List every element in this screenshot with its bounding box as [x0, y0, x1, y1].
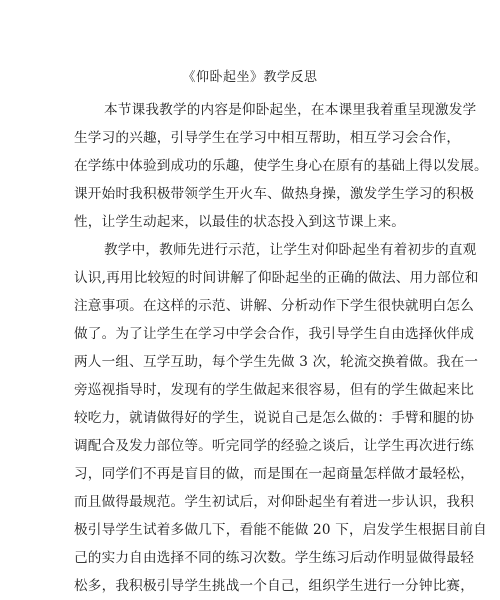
paragraph-line: 旁巡视指导时，发现有的学生做起来很容易，但有的学生做起来比 [74, 382, 475, 398]
paragraph-line: 课开始时我积极带领学生开火车、做热身操，激发学生学习的积极 [74, 186, 475, 202]
paragraph-line: 做了。为了让学生在学习中学会合作，我引导学生自由选择伙伴成 [74, 326, 475, 342]
paragraph-line: 极引导学生试着多做几下，看能不能做 20 下，启发学生根据目前自 [74, 522, 487, 538]
paragraph-line: 松多，我积极引导学生挑战一个自己，组织学生进行一分钟比赛， [74, 578, 475, 594]
document-title: 《仰卧起坐》教学反思 [182, 70, 318, 85]
paragraph-2 [74, 236, 487, 600]
paragraph-line: 而且做得最规范。学生初试后，对仰卧起坐有着进一步认识，我积 [74, 494, 475, 510]
paragraph-line: 注意事项。在这样的示范、讲解、分析动作下学生很快就明白怎么 [74, 298, 475, 314]
paragraph-line: 两人一组、互学互助，每个学生先做 3 次，轮流交换着做。我在一 [74, 354, 479, 370]
paragraph-line: 较吃力，就请做得好的学生，说说自己是怎么做的：手臂和腿的协 [74, 410, 475, 426]
paragraph-1 [74, 96, 488, 236]
paragraph-line: 调配合及发力部位等。听完同学的经验之谈后，让学生再次进行练 [74, 438, 475, 454]
paragraph-line: 习，同学们不再是盲目的做，而是围在一起商量怎样做才最轻松， [74, 466, 475, 482]
paragraph-line: 生学习的兴趣，引导学生在学习中相互帮助，相互学习会合作， [74, 130, 461, 146]
paragraph-line: 认识,再用比较短的时间讲解了仰卧起坐的正确的做法、用力部位和 [74, 270, 479, 286]
paragraph-line: 本节课我教学的内容是仰卧起坐，在本课里我着重呈现激发学 [104, 102, 477, 118]
paragraph-line: 教学中，教师先进行示范，让学生对仰卧起坐有着初步的直观 [104, 242, 477, 258]
paragraph-line: 在学练中体验到成功的乐趣，使学生身心在原有的基础上得以发展。 [74, 158, 488, 174]
paragraph-line: 性，让学生动起来，以最佳的状态投入到这节课上来。 [74, 214, 406, 230]
paragraph-line: 己的实力自由选择不同的练习次数。学生练习后动作明显做得最轻 [74, 550, 475, 566]
